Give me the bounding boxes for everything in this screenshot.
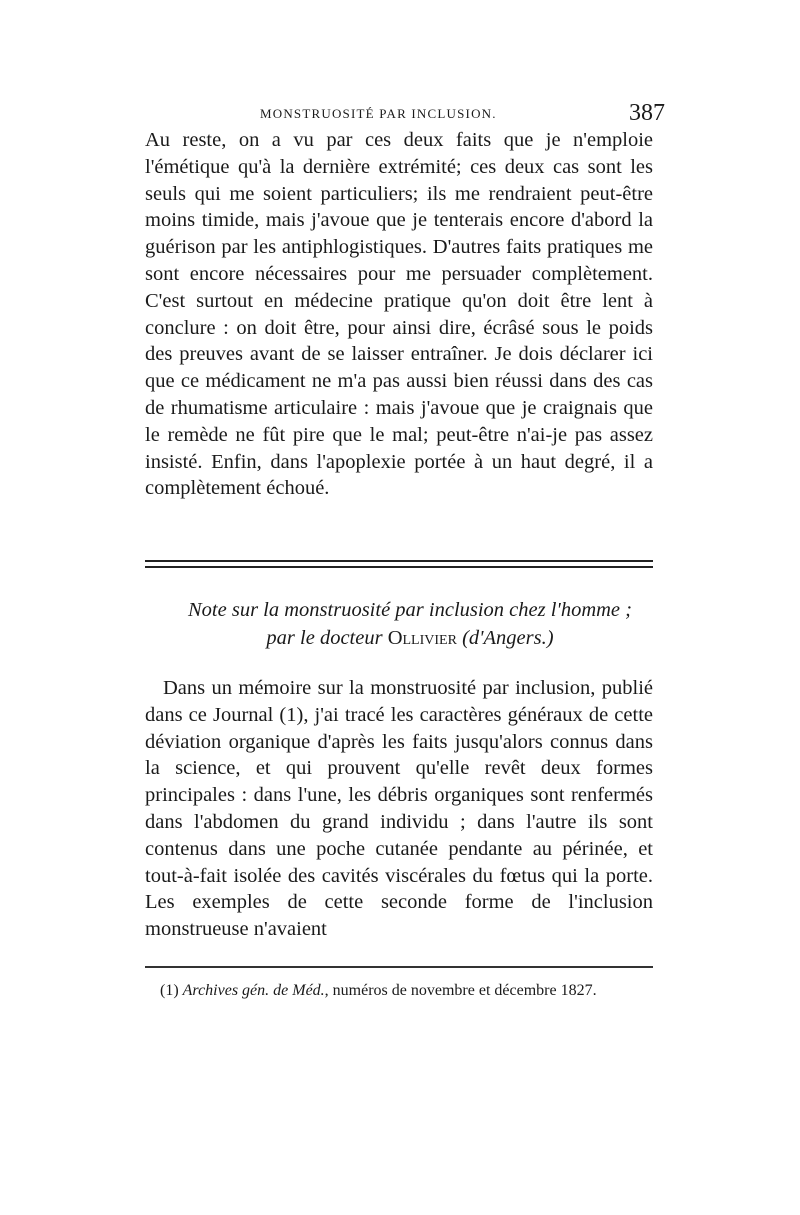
footnote-marker: (1) [160,982,179,999]
body-paragraph-2: Dans un mémoire sur la monstruosité par inclusion, publié dans ce Journal (1), j'ai tracé les caractères généraux de cette déviation organique d'après les faits jusqu'alors connus dans la science, et qui prouvent qu'elle revêt deux formes principales : dans l'une, les débris organiques sont renfermés dans l'abdomen du grand individu ; dans l'autre ils sont contenus dans une poche cutanée pendante au périnée, et tout-à-fait isolée des cavités viscérales du fœtus qui la porte. Les exemples de cette seconde forme de l'inclusion monstrueuse n'avaient [145,677,653,941]
article-byline [120,624,700,652]
running-head [145,100,665,128]
article-title-line: Note sur la monstruosité par inclusion chez l'homme ; [188,599,632,621]
footnote [160,980,654,1002]
footnote-rule [145,966,653,968]
running-title: MONSTRUOSITÉ PAR INCLUSION. [260,106,497,121]
page-number: 387 [629,100,665,126]
byline-prefix: par le docteur [266,627,383,649]
author-name: Ollivier [387,627,457,649]
author-place: (d'Angers.) [462,627,554,649]
footnote-source: Archives gén. de Méd. [182,982,325,999]
article-title [120,596,700,652]
body-paragraph-1: Au reste, on a vu par ces deux faits que je n'emploie l'émétique qu'à la dernière extrémité; ces deux cas sont les seuls qui me soient particuliers; ils me rendraient peut-être moins timide, mais j'avoue que je tenterais encore d'abord la guérison par les antiphlogistiques. D'autres faits pratiques me sont encore nécessaires pour me persuader complètement. C'est surtout en médecine pratique qu'on doit être lent à conclure : on doit être, pour ainsi dire, écrâsé sous le poids des preuves avant de se laisser entraîner. Je dois déclarer ici que ce médicament ne m'a pas aussi bien réussi dans des cas de rhumatisme articulaire : mais j'avoue que je craignais que le remède ne fût pire que le mal; peut-être n'ai-je pas assez insisté. Enfin, dans l'apoplexie portée à un haut degré, il a complètement échoué. [145,129,653,500]
footnote-text: , numéros de novembre et décembre 1827. [324,982,597,999]
